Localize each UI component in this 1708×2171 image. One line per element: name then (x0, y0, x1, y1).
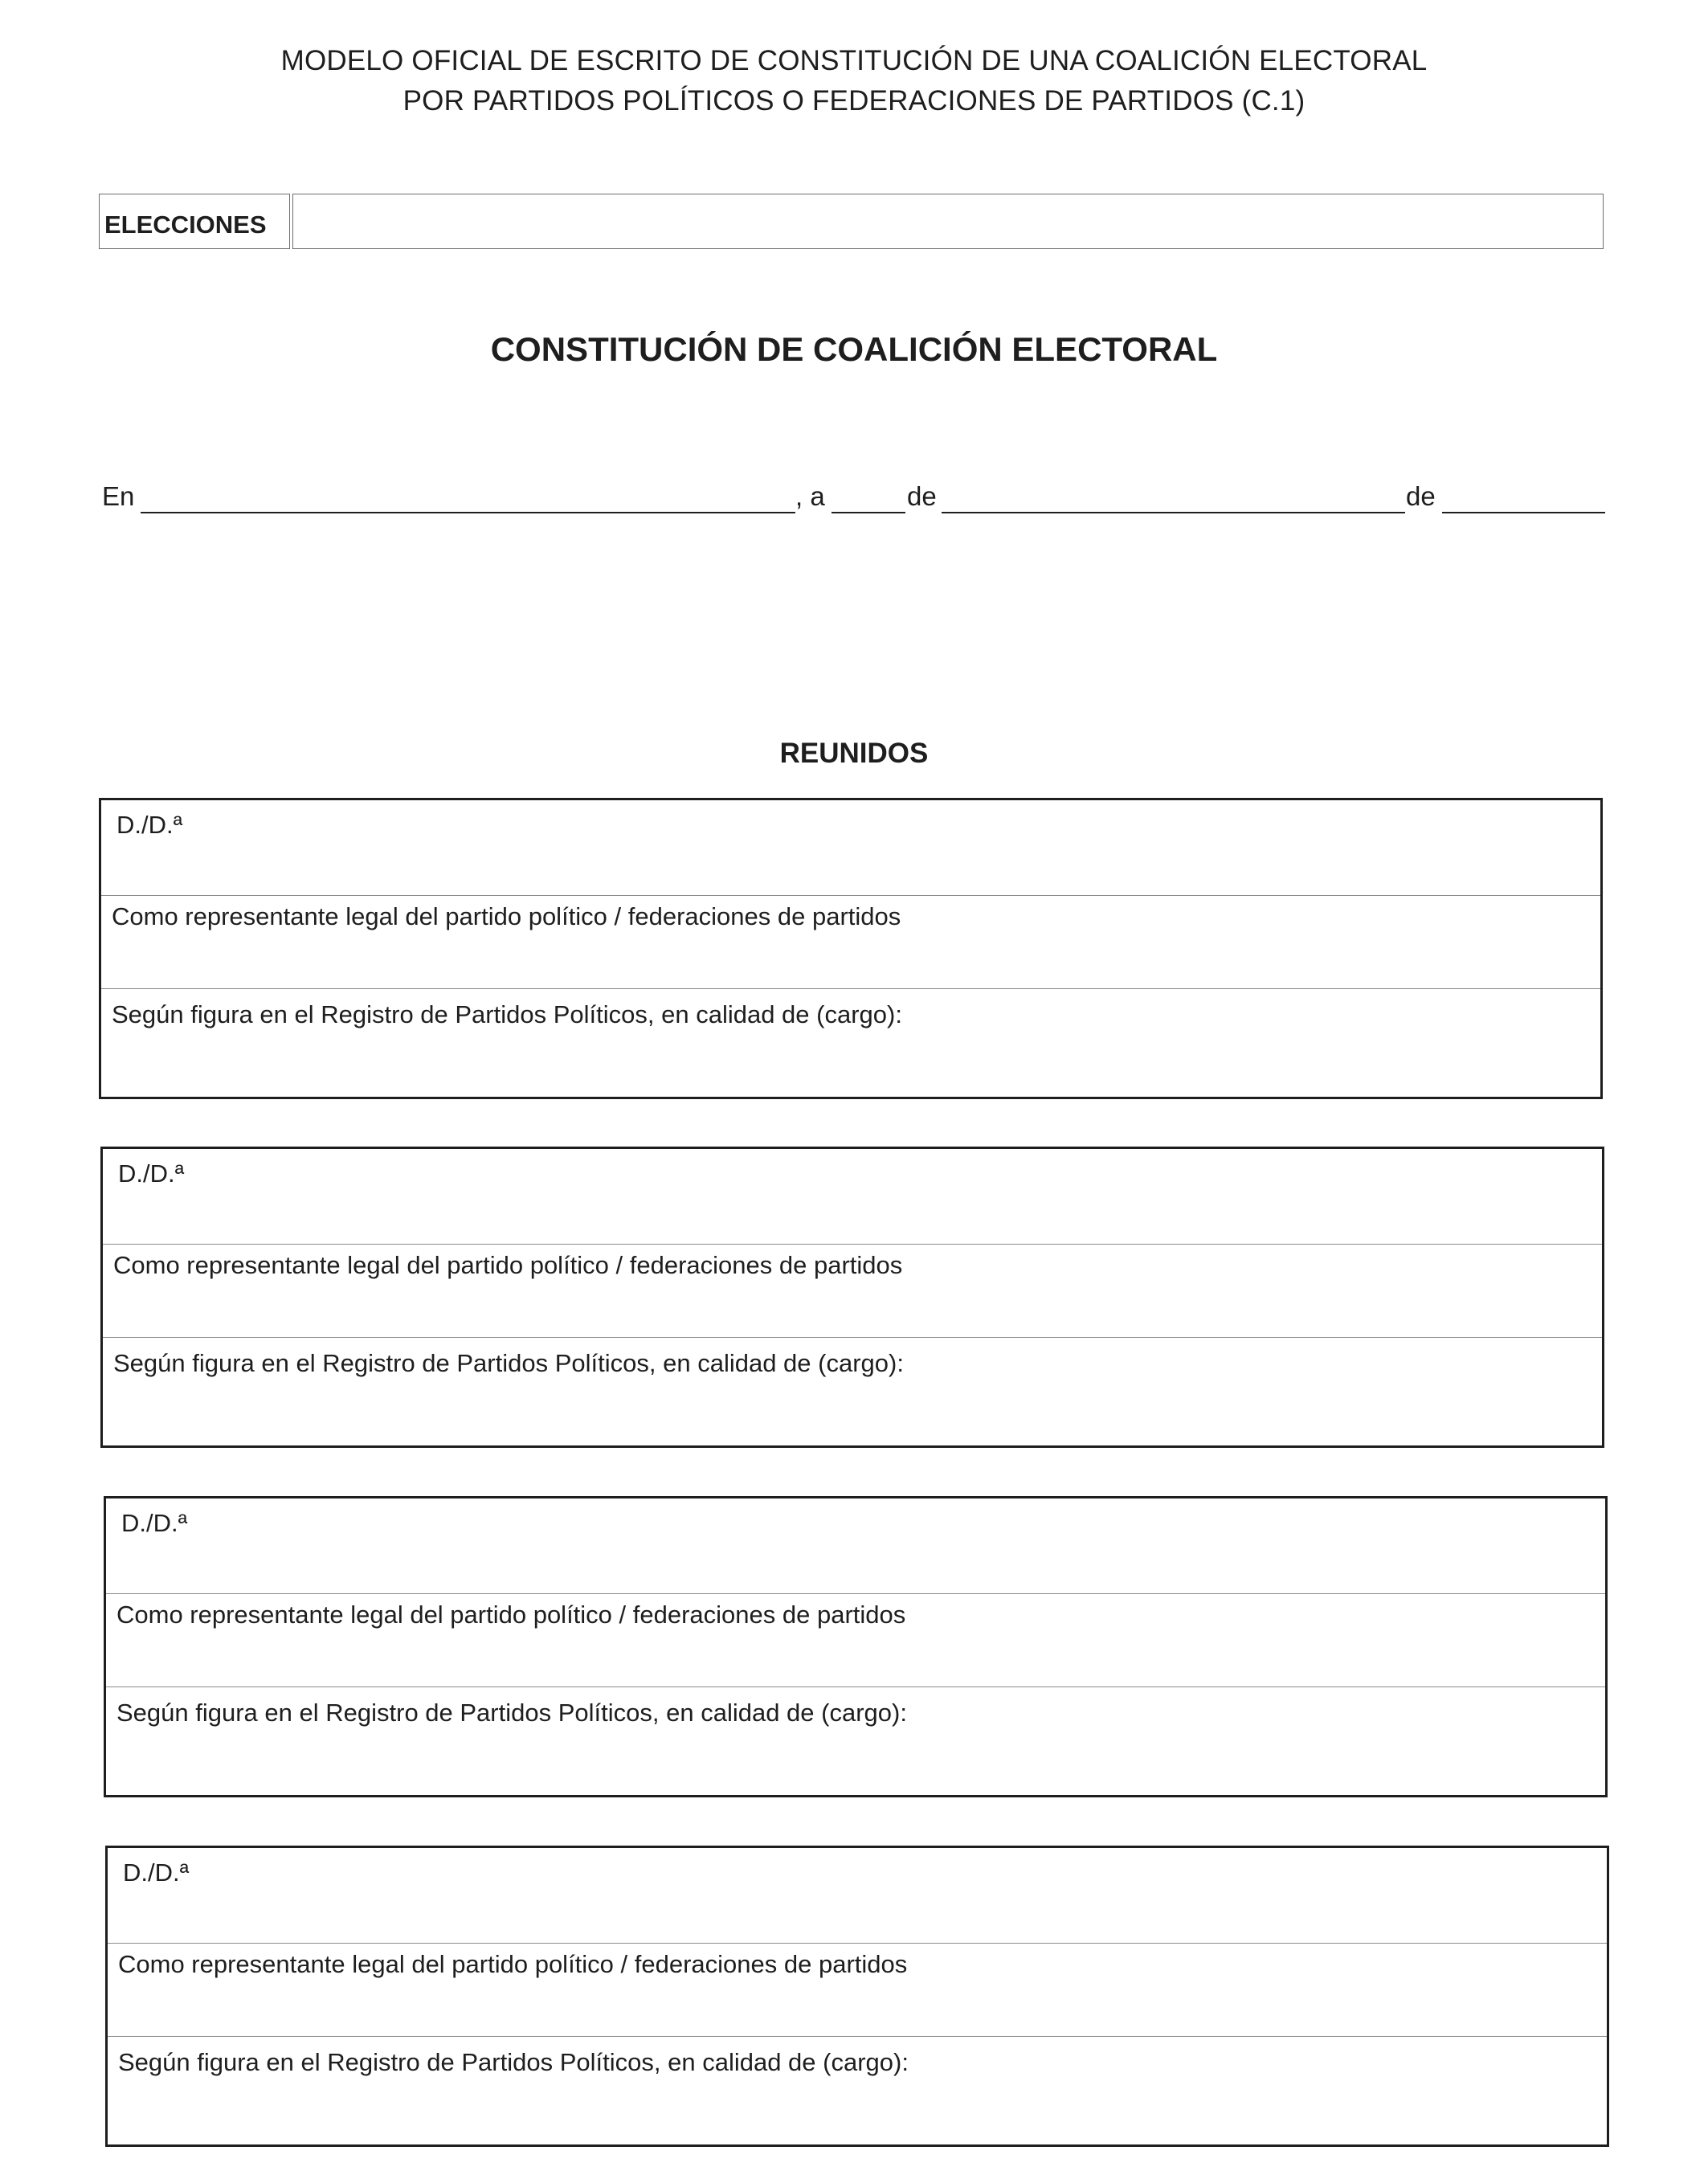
party-field[interactable] (108, 1943, 1607, 2036)
cargo-field[interactable] (101, 988, 1600, 1096)
year-blank[interactable] (1442, 481, 1605, 513)
elecciones-row (99, 194, 1604, 251)
representative-box (100, 1147, 1604, 1448)
page-title: CONSTITUCIÓN DE COALICIÓN ELECTORAL (490, 330, 1218, 368)
cargo-field[interactable] (106, 1687, 1605, 1794)
cargo-field[interactable] (103, 1337, 1602, 1445)
name-label: D./D.ª (116, 811, 183, 839)
elecciones-field[interactable] (292, 194, 1604, 249)
day-blank[interactable] (832, 481, 905, 513)
representative-box (105, 1846, 1609, 2147)
date-line-de-2: de (1406, 481, 1436, 511)
party-field[interactable] (106, 1593, 1605, 1687)
party-field[interactable] (101, 895, 1600, 988)
name-field[interactable] (106, 1498, 1605, 1593)
party-label: Como representante legal del partido político / federaciones de partidos (112, 902, 901, 930)
form-header-line-1: MODELO OFICIAL DE ESCRITO DE CONSTITUCIÓN DE UNA COALICIÓN ELECTORAL (280, 45, 1428, 76)
name-field[interactable] (108, 1848, 1607, 1943)
date-line (102, 481, 1607, 518)
party-label: Como representante legal del partido político / federaciones de partidos (116, 1601, 906, 1629)
party-label: Como representante legal del partido político / federaciones de partidos (113, 1251, 903, 1279)
party-field[interactable] (103, 1244, 1602, 1337)
representative-box (99, 798, 1603, 1099)
place-blank[interactable] (141, 481, 795, 513)
name-label: D./D.ª (118, 1159, 185, 1188)
cargo-label: Según figura en el Registro de Partidos Políticos, en calidad de (cargo): (112, 1000, 902, 1028)
name-field[interactable] (101, 800, 1600, 895)
cargo-label: Según figura en el Registro de Partidos Políticos, en calidad de (cargo): (116, 1699, 907, 1727)
cargo-label: Según figura en el Registro de Partidos Políticos, en calidad de (cargo): (118, 2048, 909, 2076)
reunidos-heading: REUNIDOS (779, 738, 929, 769)
month-blank[interactable] (942, 481, 1405, 513)
date-line-de-1: de (907, 481, 937, 511)
date-line-prefix: En (102, 481, 135, 511)
elecciones-label: ELECCIONES (104, 211, 267, 239)
name-label: D./D.ª (123, 1858, 190, 1887)
form-header-line-2: POR PARTIDOS POLÍTICOS O FEDERACIONES DE PARTIDOS (C.1) (402, 85, 1306, 117)
cargo-label: Según figura en el Registro de Partidos Políticos, en calidad de (cargo): (113, 1349, 904, 1377)
party-label: Como representante legal del partido político / federaciones de partidos (118, 1950, 908, 1978)
elecciones-label-cell (99, 194, 290, 249)
date-line-a: , a (795, 481, 825, 511)
name-field[interactable] (103, 1149, 1602, 1244)
name-label: D./D.ª (121, 1509, 188, 1537)
representative-box (104, 1496, 1608, 1797)
cargo-field[interactable] (108, 2036, 1607, 2144)
